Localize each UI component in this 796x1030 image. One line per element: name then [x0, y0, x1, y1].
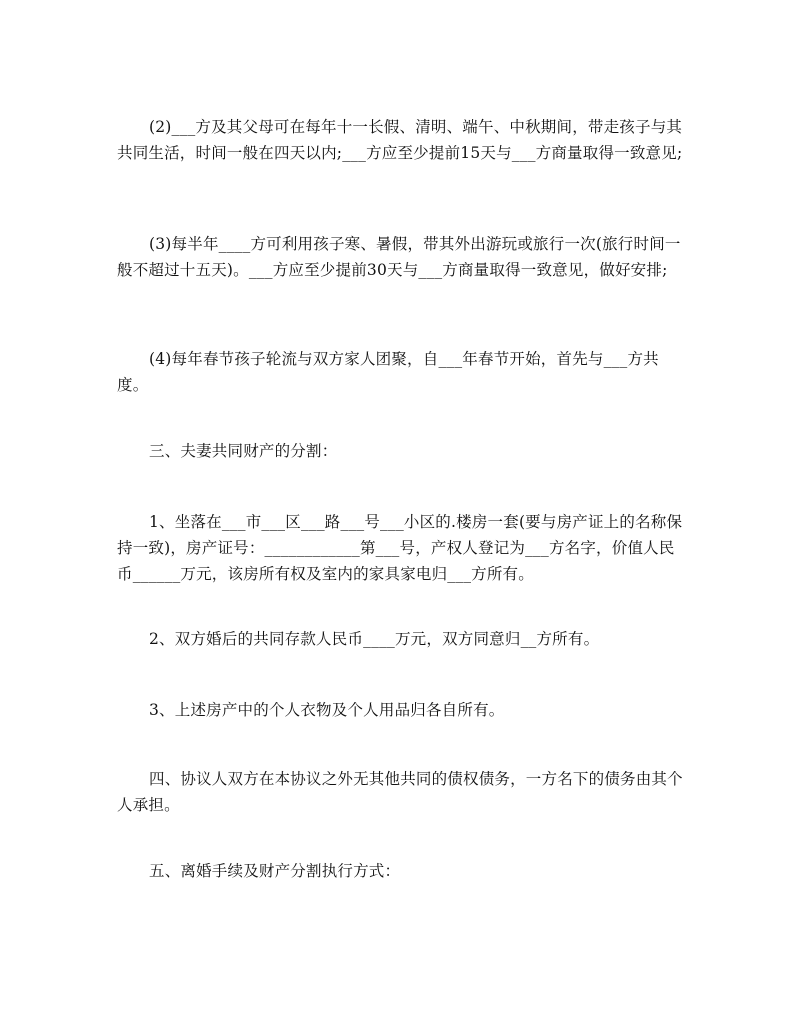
clause-holiday-visitation: (2)___方及其父母可在每年十一长假、清明、端午、中秋期间，带走孩子与其共同生活，时间一般在四天以内;___方应至少提前15天与___方商量取得一致意见; [117, 118, 683, 162]
clause-spring-festival: (4)每年春节孩子轮流与双方家人团聚，自___年春节开始，首先与___方共度。 [117, 350, 659, 394]
section-heading-execution: 五、离婚手续及财产分割执行方式： [149, 862, 401, 880]
clause-house: 1、坐落在___市___区___路___号___小区的.楼房一套(要与房产证上的名称保持一致)，房产证号：____________第___号，产权人登记为___方名字，价值人民币______万元，该房所有权及室内的家具家电归___方所有。 [117, 513, 683, 583]
section-heading-property-division: 三、夫妻共同财产的分割： [149, 442, 338, 460]
section-heading-debts: 四、协议人双方在本协议之外无其他共同的债权债务，一方名下的债务由其个人承担。 [117, 770, 683, 814]
clause-savings: 2、双方婚后的共同存款人民币____万元，双方同意归__方所有。 [149, 630, 600, 648]
clause-personal-items: 3、上述房产中的个人衣物及个人用品归各自所有。 [149, 701, 505, 719]
clause-semiannual-travel: (3)每半年____方可利用孩子寒、暑假，带其外出游玩或旅行一次(旅行时间一般不超过十五天)。___方应至少提前30天与___方商量取得一致意见，做好安排; [117, 235, 681, 279]
